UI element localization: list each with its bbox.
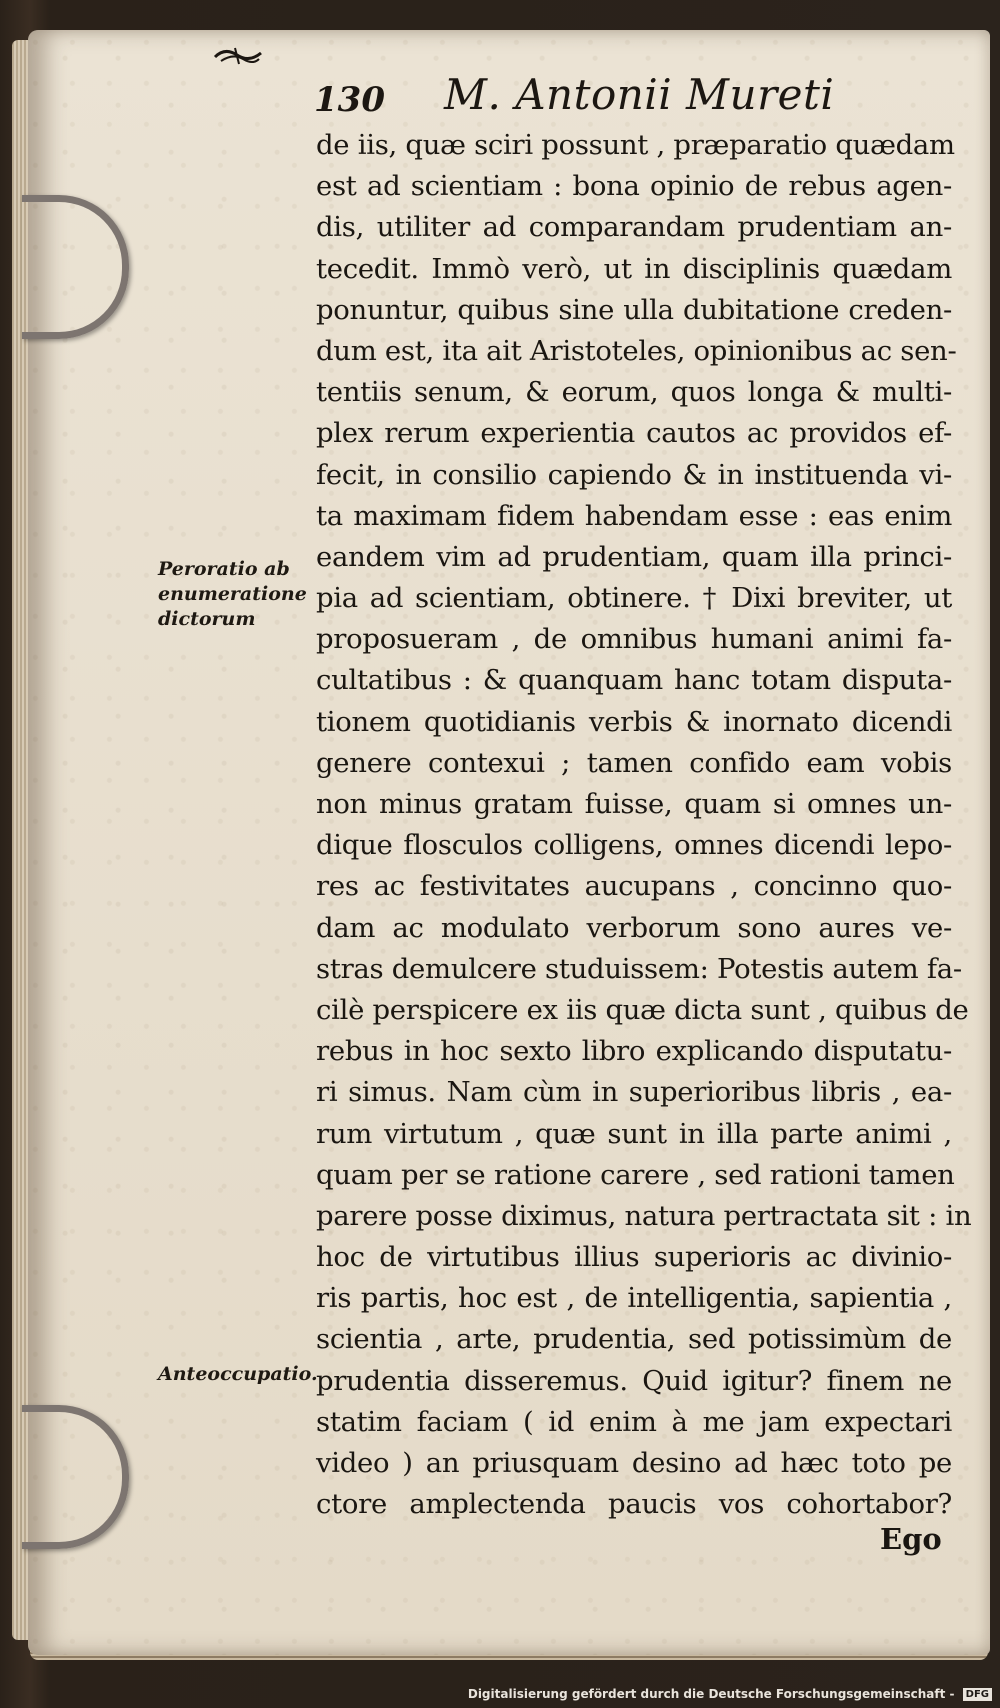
binding-clip-top bbox=[22, 195, 129, 339]
text-line: non minus gratam fuisse, quam si omnes un- bbox=[316, 788, 952, 820]
text-line: res ac festivitates aucupans , concinno quo- bbox=[316, 870, 952, 903]
text-line: parere posse diximus, natura pertractata sit : in bbox=[316, 1199, 972, 1232]
body-text bbox=[316, 125, 972, 1525]
text-line: proposueram , de omnibus humani animi fa- bbox=[316, 623, 952, 656]
text-line: video ) an priusquam desino ad hæc toto pe bbox=[316, 1447, 952, 1479]
text-line: ta maximam fidem habendam esse : eas enim bbox=[316, 499, 952, 532]
margin-note-anteoccupatio: Anteoccupatio. bbox=[158, 1363, 318, 1385]
catchword: Ego bbox=[880, 1522, 942, 1556]
text-line: scientia , arte, prudentia, sed potissimùm de bbox=[316, 1323, 952, 1356]
text-line: stras demulcere studuissem: Potestis autem fa- bbox=[316, 952, 962, 985]
dfg-logo: DFG bbox=[963, 1688, 992, 1701]
text-line: dique flosculos colligens, omnes dicendi lepo- bbox=[316, 829, 952, 862]
text-line: ctore amplectenda paucis vos cohortabor? bbox=[316, 1488, 952, 1521]
text-line: tecedit. Immò verò, ut in disciplinis quædam bbox=[316, 252, 952, 285]
text-line: pia ad scientiam, obtinere. † Dixi breviter, ut bbox=[316, 582, 952, 615]
printer-ornament-icon bbox=[213, 45, 263, 67]
text-line: quam per se ratione carere , sed rationi tamen bbox=[316, 1158, 955, 1191]
text-line: ri simus. Nam cùm in superioribus libris , ea- bbox=[316, 1076, 952, 1109]
text-line: dum est, ita ait Aristoteles, opinionibus ac sen- bbox=[316, 334, 957, 367]
text-line: tentiis senum, & eorum, quos longa & multi- bbox=[316, 376, 952, 409]
running-head: M. Antonii Mureti bbox=[444, 70, 835, 119]
text-line: ris partis, hoc est , de intelligentia, sapientia , bbox=[316, 1282, 952, 1315]
page-header bbox=[314, 62, 974, 122]
margin-note-peroratio: Peroratio ab enumeratione dictorum bbox=[158, 558, 307, 630]
text-line: genere contexui ; tamen confido eam vobis bbox=[316, 746, 952, 779]
text-line: fecit, in consilio capiendo & in instituenda vi- bbox=[316, 458, 952, 491]
text-line: cilè perspicere ex iis quæ dicta sunt , quibus de bbox=[316, 993, 969, 1026]
text-line: dam ac modulato verborum sono aures ve- bbox=[316, 911, 952, 944]
text-line: de iis, quæ sciri possunt , præparatio quædam bbox=[316, 129, 955, 161]
digitization-credit bbox=[468, 1687, 992, 1701]
text-line: eandem vim ad prudentiam, quam illa princi- bbox=[316, 540, 952, 573]
page-number: 130 bbox=[314, 80, 385, 120]
text-line: statim faciam ( id enim à me jam expectari bbox=[316, 1405, 952, 1438]
binding-clip-bottom bbox=[22, 1405, 129, 1549]
text-line: plex rerum experientia cautos ac providos ef- bbox=[316, 417, 952, 450]
text-line: tionem quotidianis verbis & inornato dicendi bbox=[316, 705, 952, 738]
text-line: rum virtutum , quæ sunt in illa parte animi , bbox=[316, 1117, 952, 1150]
text-line: ponuntur, quibus sine ulla dubitatione creden- bbox=[316, 293, 952, 326]
text-line: cultatibus : & quanquam hanc totam disputa- bbox=[316, 664, 952, 697]
credit-text: Digitalisierung gefördert durch die Deutsche Forschungsgemeinschaft - bbox=[467, 1687, 955, 1701]
text-line: prudentia disseremus. Quid igitur? finem ne bbox=[316, 1364, 952, 1397]
text-line: dis, utiliter ad comparandam prudentiam an- bbox=[316, 211, 952, 244]
text-line: est ad scientiam : bona opinio de rebus agen- bbox=[316, 170, 952, 203]
text-line: rebus in hoc sexto libro explicando disputatu- bbox=[316, 1035, 952, 1068]
text-line: hoc de virtutibus illius superioris ac divinio- bbox=[316, 1241, 952, 1274]
